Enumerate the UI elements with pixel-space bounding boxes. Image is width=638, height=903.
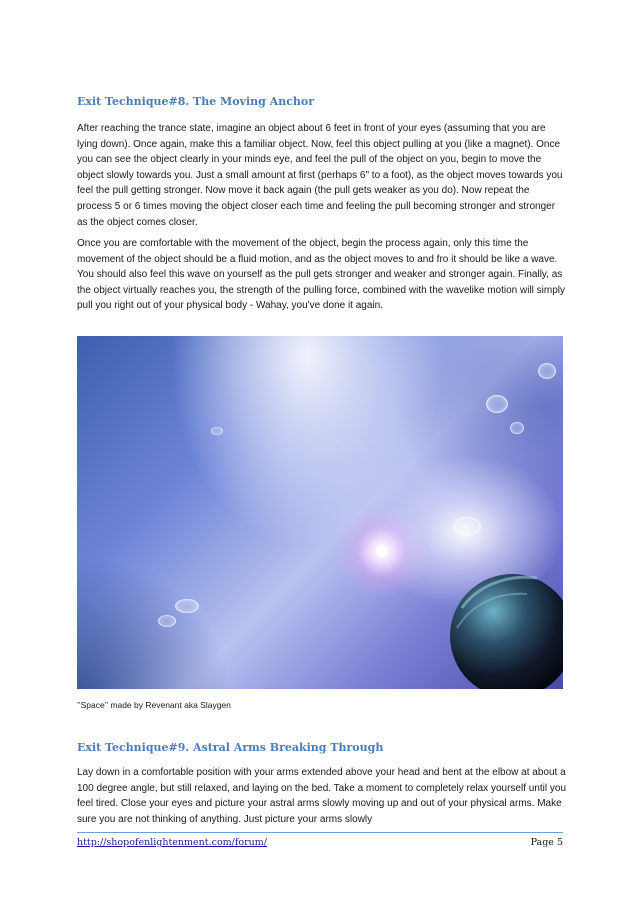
light-bubble <box>158 615 176 627</box>
paragraph-technique-9: Lay down in a comfortable position with your arms extended above your head and bent at the elbow at about a 100 degree angle, but still relaxed, and laying on the bed. Take a moment to completely relax yourself until you feel tired. Close your eyes and picture your astral arms slowly moving up and out of your physical arms. Make sure you are not thinking of anything. Just picture your arms slowly <box>77 767 566 825</box>
footer-forum-link[interactable]: http://shopofenlightenment.com/forum/ <box>77 837 267 848</box>
space-illustration <box>77 336 563 689</box>
page-number: Page 5 <box>530 837 563 848</box>
planet <box>450 574 563 689</box>
section-heading-technique-9: Exit Technique#9. Astral Arms Breaking Through <box>77 741 384 754</box>
light-bubble <box>538 363 556 379</box>
lens-flare-core <box>376 545 388 557</box>
section-heading-technique-8: Exit Technique#8. The Moving Anchor <box>77 95 315 108</box>
figure-caption: ’’Space’’ made by Revenant aka Slaygen <box>77 700 231 710</box>
light-bubble <box>211 427 223 435</box>
space-artwork <box>77 336 563 689</box>
paragraph-technique-8-part-1: After reaching the trance state, imagine an object about 6 feet in front of your eyes (assuming that you are lying down). Once again, make this a familiar object. Now, feel this object pulling at you (like a magnet). Once you can see the object clearly in your minds eye, and feel the pull of the object on you, begin to move the object slowly towards you. Just a small amount at first (perhaps 6" to a foot), as the object moves towards you feel the pull getting stronger. Now move it back again (the pull gets weaker as you do). Now repeat the process 5 or 6 times moving the object closer each time and feeling the pull becoming stronger and stronger as the object comes closer. <box>77 123 563 228</box>
light-bubble <box>175 599 199 613</box>
light-bubble <box>486 395 508 413</box>
light-bubble <box>453 517 481 535</box>
light-bubble <box>510 422 524 434</box>
paragraph-technique-8-part-2: Once you are comfortable with the movement of the object, begin the process again, only this time the movement of the object should be a fluid motion, and as the object moves to and fro it should be like a wave. You should also feel this wave on yourself as the pull gets stronger and weaker and stronger again. Finally, as the object virtually reaches you, the strength of the pulling force, combined with the wavelike motion will simply pull you right out of your physical body - Wahay, you've done it again. <box>77 238 566 312</box>
footer-divider <box>77 832 563 833</box>
